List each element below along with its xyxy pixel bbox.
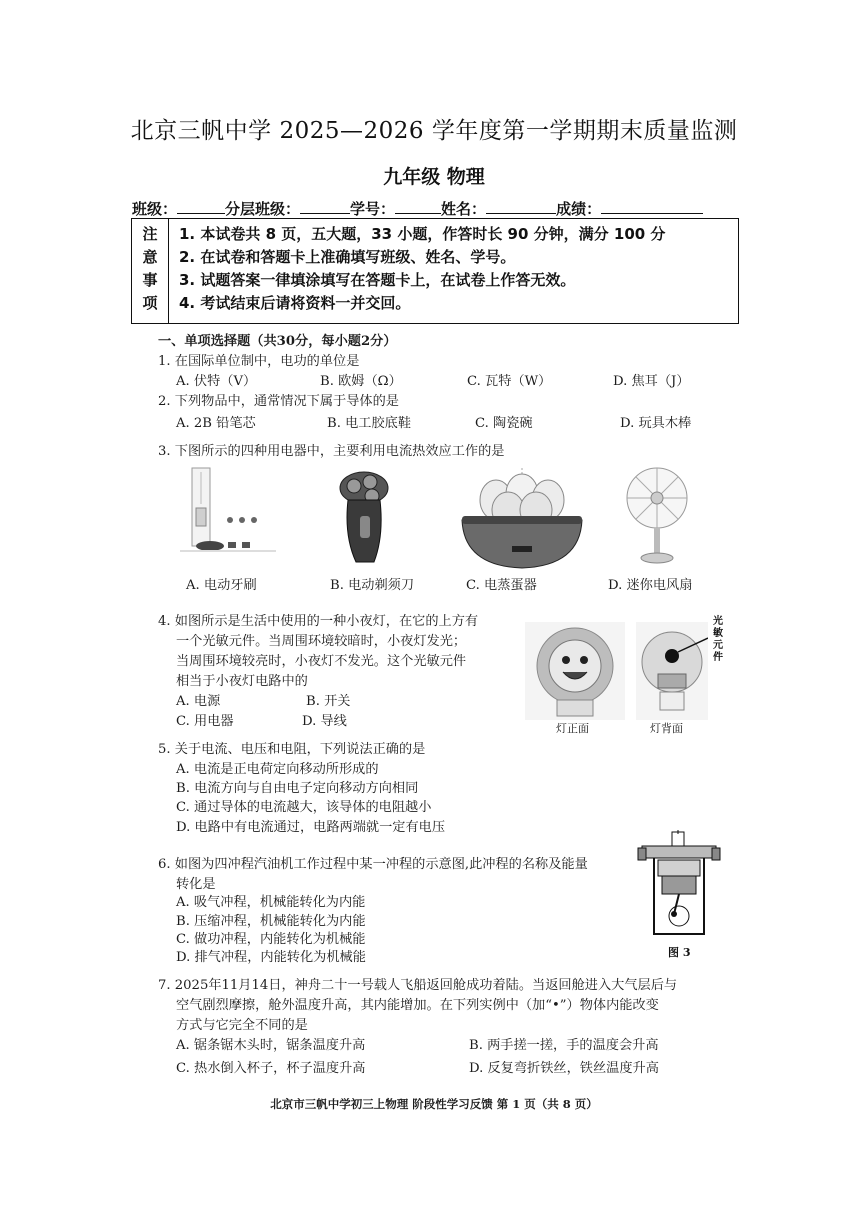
score-blank[interactable] — [601, 199, 703, 214]
option[interactable]: A. 伏特（V） — [176, 374, 257, 389]
option[interactable]: D. 玩具木棒 — [620, 416, 692, 431]
figure-caption: 灯背面 — [650, 722, 683, 735]
notice-side-column — [132, 219, 169, 323]
mini-fan-figure — [622, 464, 692, 568]
option[interactable]: B. 电动剃须刀 — [330, 578, 415, 593]
option[interactable]: C. 用电器 — [176, 714, 234, 729]
option[interactable]: D. 电路中有电流通过，电路两端就一定有电压 — [176, 820, 446, 835]
notice-item: 4. 考试结束后请将资料一并交回。 — [179, 294, 411, 312]
layer-class-blank[interactable] — [300, 199, 350, 214]
notice-side-char: 事 — [142, 271, 158, 289]
section-heading: 一、单项选择题（共30分，每小题2分） — [158, 334, 397, 349]
question-stem-line: 一个光敏元件。当周围环境较暗时，小夜灯发光； — [176, 634, 467, 649]
option[interactable]: C. 热水倒入杯子，杯子温度升高 — [176, 1061, 366, 1076]
night-light-front-figure — [525, 622, 625, 720]
student-info-line — [132, 198, 703, 219]
option[interactable]: B. 电工胶底鞋 — [327, 416, 412, 431]
sensor-label — [712, 616, 724, 664]
notice-side-char: 意 — [142, 248, 158, 266]
option[interactable]: C. 做功冲程，内能转化为机械能 — [176, 932, 366, 947]
class-label: 班级： — [132, 200, 178, 218]
option[interactable]: D. 导线 — [302, 714, 347, 729]
option[interactable]: C. 通过导体的电流越大，该导体的电阻越小 — [176, 800, 432, 815]
question-stem: 5. 关于电流、电压和电阻，下列说法正确的是 — [158, 742, 426, 757]
sensor-label-char: 光 — [713, 616, 723, 627]
option[interactable]: A. 电源 — [176, 694, 221, 709]
question-stem: 7. 2025年11月14日，神舟二十一号载人飞船返回舱成功着陆。当返回舱进入大气层后与 — [158, 978, 678, 993]
option[interactable]: A. 锯条锯木头时，锯条温度升高 — [176, 1038, 366, 1053]
option[interactable]: D. 迷你电风扇 — [608, 578, 693, 593]
option[interactable]: A. 吸气冲程，机械能转化为内能 — [176, 895, 366, 910]
question-stem: 6. 如图为四冲程汽油机工作过程中某一冲程的示意图,此冲程的名称及能量 — [158, 857, 588, 872]
question-stem-line: 空气剧烈摩擦，舱外温度升高，其内能增加。在下列实例中（加“•”）物体内能改变 — [176, 998, 659, 1013]
option[interactable]: D. 焦耳（J） — [613, 374, 690, 389]
question-stem: 3. 下图所示的四种用电器中，主要利用电流热效应工作的是 — [158, 444, 505, 459]
sensor-label-char: 敏 — [713, 628, 723, 639]
class-blank[interactable] — [177, 199, 225, 214]
score-label: 成绩： — [556, 200, 602, 218]
notice-side-char: 项 — [142, 294, 158, 312]
question-stem: 2. 下列物品中，通常情况下属于导体的是 — [158, 394, 399, 409]
option[interactable]: C. 电蒸蛋器 — [466, 578, 537, 593]
page-title: 北京三帆中学 2025—2026 学年度第一学期期末质量监测 — [130, 118, 738, 144]
figure-caption: 图 3 — [668, 946, 691, 959]
electric-toothbrush-figure — [178, 464, 278, 568]
option[interactable]: B. 开关 — [306, 694, 351, 709]
sensor-label-char: 元 — [713, 640, 723, 651]
option[interactable]: A. 2B 铅笔芯 — [176, 416, 256, 431]
student-no-blank[interactable] — [395, 199, 441, 214]
question-stem-line: 相当于小夜灯电路中的 — [176, 674, 308, 689]
electric-shaver-figure — [330, 466, 400, 570]
notice-box — [131, 218, 739, 324]
notice-item: 1. 本试卷共 8 页，五大题，33 小题，作答时长 90 分钟，满分 100 分 — [179, 225, 666, 243]
sensor-label-char: 件 — [713, 652, 723, 663]
option[interactable]: C. 陶瓷碗 — [475, 416, 533, 431]
student-no-label: 学号： — [350, 200, 396, 218]
question-stem-line: 转化是 — [176, 877, 216, 892]
engine-diagram-figure — [636, 830, 722, 942]
figure-caption: 灯正面 — [556, 722, 589, 735]
egg-steamer-figure — [458, 466, 588, 572]
layer-class-label: 分层班级： — [225, 200, 301, 218]
option[interactable]: B. 两手搓一搓，手的温度会升高 — [469, 1038, 659, 1053]
question-stem: 4. 如图所示是生活中使用的一种小夜灯，在它的上方有 — [158, 614, 479, 629]
option[interactable]: A. 电动牙刷 — [186, 578, 257, 593]
option[interactable]: B. 欧姆（Ω） — [320, 374, 402, 389]
question-stem: 1. 在国际单位制中，电功的单位是 — [158, 354, 360, 369]
page-subtitle: 九年级 物理 — [383, 166, 485, 188]
question-stem-line: 方式与它完全不同的是 — [176, 1018, 308, 1033]
notice-item: 3. 试题答案一律填涂填写在答题卡上，在试卷上作答无效。 — [179, 271, 576, 289]
option[interactable]: B. 压缩冲程，机械能转化为内能 — [176, 914, 366, 929]
name-label: 姓名： — [441, 200, 487, 218]
option[interactable]: D. 反复弯折铁丝，铁丝温度升高 — [469, 1061, 659, 1076]
night-light-back-figure — [636, 622, 708, 720]
page-footer: 北京市三帆中学初三上物理 阶段性学习反馈 第 1 页（共 8 页） — [270, 1097, 598, 1111]
question-stem-line: 当周围环境较亮时，小夜灯不发光。这个光敏元件 — [176, 654, 467, 669]
name-blank[interactable] — [486, 199, 556, 214]
option[interactable]: B. 电流方向与自由电子定向移动方向相同 — [176, 781, 419, 796]
notice-item: 2. 在试卷和答题卡上准确填写班级、姓名、学号。 — [179, 248, 516, 266]
notice-side-char: 注 — [142, 225, 158, 243]
option[interactable]: A. 电流是正电荷定向移动所形成的 — [176, 762, 379, 777]
option[interactable]: D. 排气冲程，内能转化为机械能 — [176, 950, 366, 965]
option[interactable]: C. 瓦特（W） — [467, 374, 552, 389]
